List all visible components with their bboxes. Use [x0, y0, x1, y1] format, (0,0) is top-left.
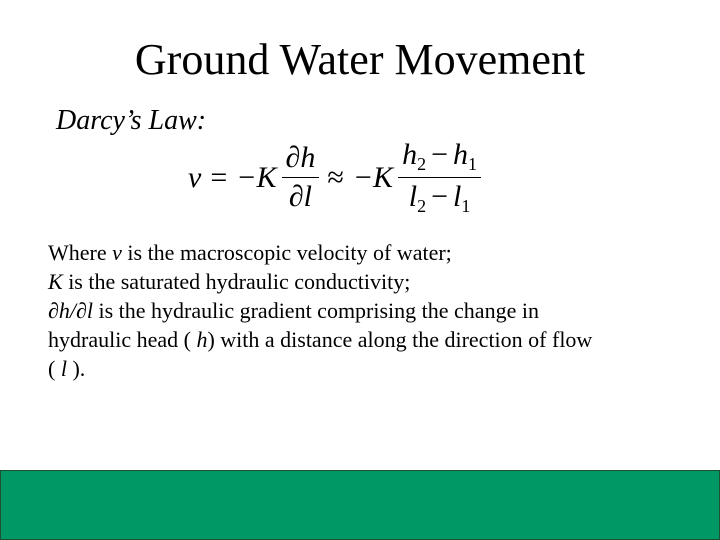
explanation-line-2	[48, 267, 688, 296]
den-l1: l	[453, 180, 462, 213]
text-segment: is the saturated hydraulic conductivity;	[62, 269, 411, 294]
num-h1-sub: 1	[468, 154, 477, 174]
explanation-line-5	[48, 354, 688, 383]
slide-title: Ground Water Movement	[134, 35, 586, 84]
formula-partial-fraction	[282, 143, 320, 212]
variable-h: h	[196, 327, 208, 352]
text-segment: ).	[66, 356, 86, 381]
difference-denominator	[405, 178, 475, 215]
den-l1-sub: 1	[461, 196, 471, 216]
variable-gradient: ∂h/∂l	[48, 298, 93, 323]
formula-equals: =	[210, 160, 228, 194]
text-segment: is the hydraulic gradient comprising the change in	[92, 298, 539, 323]
formula-velocity: v	[188, 160, 202, 194]
num-h1: h	[453, 138, 468, 171]
den-l-sub: 2	[417, 196, 427, 216]
explanation-text	[48, 238, 688, 383]
formula-difference-fraction	[398, 140, 481, 215]
num-h-sub: 2	[417, 154, 427, 174]
text-segment: hydraulic head (	[48, 327, 197, 352]
explanation-line-3	[48, 296, 688, 325]
explanation-line-1	[48, 238, 688, 267]
den-l: l	[408, 180, 418, 213]
den-minus: −	[431, 180, 448, 213]
variable-v: v	[112, 240, 122, 265]
formula-neg-k-2: −K	[352, 160, 394, 194]
variable-l: l	[60, 356, 67, 381]
slide-subtitle: Darcy’s Law:	[56, 105, 207, 136]
formula-neg-k: −K	[236, 160, 277, 194]
footer-bar	[0, 470, 720, 540]
text-segment: (	[48, 356, 61, 381]
partial-denominator: ∂l	[288, 180, 313, 213]
variable-k: K	[48, 269, 63, 294]
text-segment: Where	[48, 240, 113, 265]
partial-numerator: ∂h	[285, 141, 316, 174]
difference-numerator	[398, 140, 481, 177]
formula-approx: ≈	[327, 160, 344, 194]
explanation-line-4	[48, 325, 688, 354]
darcy-law-formula	[185, 140, 483, 215]
num-h: h	[402, 138, 418, 171]
text-segment: ) with a distance along the direction of flow	[207, 327, 593, 352]
num-minus: −	[431, 138, 448, 171]
text-segment: is the macroscopic velocity of water;	[121, 240, 452, 265]
